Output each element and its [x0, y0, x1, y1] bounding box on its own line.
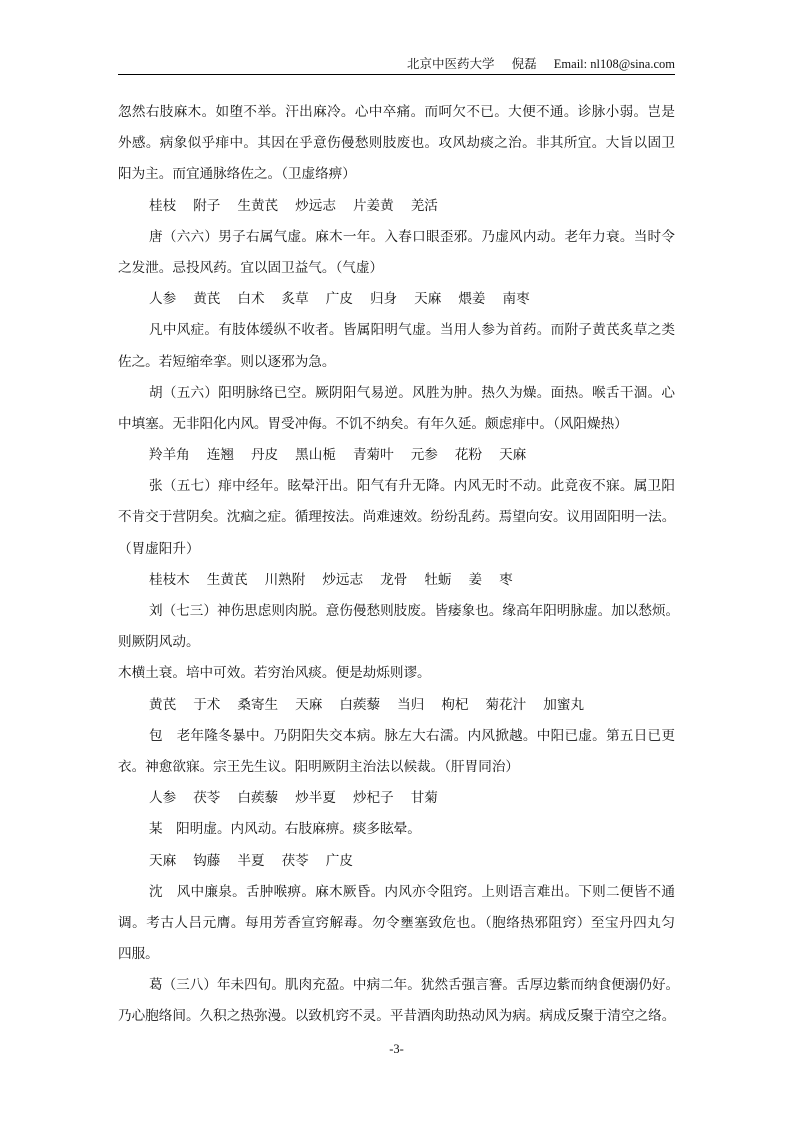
herb-item: 煨姜	[458, 291, 486, 308]
herb-item: 羚羊角	[149, 447, 190, 464]
herb-item: 牡蛎	[424, 571, 452, 588]
text-line: 胡（五六）阳明脉络已空。厥阴阳气易逆。风胜为肿。热久为燥。面热。喉舌干涸。心	[149, 384, 675, 401]
text-line: 木横土衰。培中可效。若穷治风痰。便是劫烁则谬。	[118, 665, 431, 682]
text-line: 则厥阴风动。	[118, 634, 200, 651]
herb-item: 炒远志	[295, 197, 336, 214]
herb-item: 茯苓	[193, 790, 221, 807]
herb-item: 于术	[193, 696, 221, 713]
prescription-line	[118, 284, 675, 315]
herb-item: 附子	[193, 197, 221, 214]
prescription-line	[118, 846, 675, 877]
herb-item: 姜	[468, 571, 483, 588]
herb-item: 钩藤	[193, 852, 221, 869]
text-line: 某 阳明虚。内风动。右肢麻痹。痰多眩晕。	[149, 821, 421, 838]
text-line: 乃心胞络间。久积之热弥漫。以致机窍不灵。平昔酒肉助热动风为病。病成反聚于清空之络。	[118, 1008, 676, 1025]
text-line: 唐（六六）男子右属气虚。麻木一年。入春口眼歪邪。乃虚风内动。老年力衰。当时令	[149, 228, 675, 245]
text-line: 调。考古人吕元膺。每用芳香宣窍解毒。勿令壅塞致危也。（胞络热邪阻窍）至宝丹四丸匀	[118, 914, 675, 931]
prescription-line	[118, 690, 675, 721]
herb-item: 黄芪	[149, 696, 177, 713]
herb-item: 青菊叶	[352, 447, 394, 464]
text-line: 四服。	[118, 946, 159, 963]
herb-item: 天麻	[149, 852, 177, 869]
herb-item: 连翘	[206, 447, 234, 464]
herb-item: 炒杞子	[352, 790, 394, 807]
header-email: Email: nl108@sina.com	[553, 57, 675, 71]
text-line: 不肯交于营阴矣。沈痼之症。循理按法。尚难速效。纷纷乱药。焉望向安。议用固阳明一法。	[118, 509, 676, 526]
herb-item: 菊花汁	[485, 696, 527, 713]
document-body	[118, 97, 680, 1033]
herb-item: 半夏	[237, 852, 265, 869]
herb-item: 加蜜丸	[543, 696, 585, 713]
text-line: 外感。病象似乎痱中。其因在乎意伤僈愁则肢废也。攻风劫痰之治。非其所宜。大旨以固卫	[118, 135, 675, 152]
text-line: 中填塞。无非阳化内风。胃受冲侮。不饥不纳矣。有年久延。颇虑痱中。（风阳燥热）	[118, 415, 628, 432]
herb-item: 桂枝	[149, 197, 177, 214]
herb-item: 人参	[149, 291, 177, 308]
text-line: 之发泄。忌投风药。宜以固卫益气。（气虚）	[118, 259, 384, 276]
text-line: 葛（三八）年未四旬。肌肉充盈。中病二年。犹然舌强言謇。舌厚边紫而纳食便溺仍好。	[149, 977, 680, 994]
herb-item: 元参	[410, 447, 438, 464]
herb-item: 生黄芪	[206, 571, 248, 588]
prescription-line	[118, 191, 675, 222]
herb-item: 甘菊	[410, 790, 438, 807]
text-line: 刘（七三）神伤思虑则肉脱。意伤僈愁则肢废。皆痿象也。缘高年阳明脉虚。加以愁烦。	[149, 603, 680, 619]
text-line: 佐之。若短缩牵挛。则以逐邪为急。	[118, 353, 336, 370]
herb-item: 白蒺藜	[339, 696, 381, 713]
text-line: 包 老年隆冬暴中。乃阴阳失交本病。脉左大右濡。内风掀越。中阳已虚。第五日已更	[149, 727, 675, 744]
herb-item: 天麻	[414, 291, 442, 308]
header-institution: 北京中医药大学	[407, 57, 495, 71]
herb-item: 黑山栀	[295, 447, 336, 464]
herb-item: 川熟附	[264, 571, 306, 588]
herb-item: 白术	[237, 291, 265, 308]
herb-item: 天麻	[499, 447, 527, 464]
text-line: 张（五七）痱中经年。眩晕汗出。阳气有升无降。内风无时不动。此竟夜不寐。属卫阳	[149, 478, 675, 495]
herb-item: 桑寄生	[237, 696, 279, 713]
text-line: 沈 风中廉泉。舌肿喉痹。麻木厥昏。内风亦令阻窍。上则语言难出。下则二便皆不通	[149, 883, 675, 900]
page-header	[118, 56, 675, 75]
herb-item: 当归	[397, 696, 425, 713]
text-line: 阳为主。而宜通脉络佐之。（卫虚络痹）	[118, 166, 356, 183]
herb-item: 龙骨	[380, 571, 408, 588]
herb-item: 生黄芪	[237, 197, 279, 214]
herb-item: 炒半夏	[295, 790, 336, 807]
herb-item: 丹皮	[250, 447, 279, 464]
herb-item: 桂枝木	[149, 571, 190, 588]
herb-item: 炒远志	[322, 571, 364, 588]
herb-item: 黄芪	[193, 291, 221, 308]
prescription-line	[118, 440, 675, 471]
herb-item: 茯苓	[281, 852, 309, 869]
text-line: 凡中风症。有肢体缓纵不收者。皆属阳明气虚。当用人参为首药。而附子黄芪炙草之类	[149, 322, 675, 339]
herb-item: 白蒺藜	[237, 790, 279, 807]
herb-item: 枸杞	[441, 696, 469, 713]
herb-item: 天麻	[295, 696, 323, 713]
prescription-line	[118, 783, 675, 814]
text-line: 衣。神愈欲寐。宗王先生议。阳明厥阴主治法以候裁。（肝胃同治）	[118, 758, 520, 775]
herb-item: 广皮	[325, 852, 353, 869]
text-line: 忽然右肢麻木。如堕不举。汗出麻冷。心中卒痛。而呵欠不已。大便不通。诊脉小弱。岂是	[118, 104, 675, 120]
header-author: 倪磊	[511, 57, 537, 71]
herb-item: 羌活	[410, 197, 438, 214]
herb-item: 广皮	[325, 291, 353, 308]
herb-item: 南枣	[502, 291, 530, 308]
herb-item: 枣	[499, 571, 513, 588]
herb-item: 片姜黄	[352, 197, 394, 214]
page-number: -3-	[389, 1042, 404, 1056]
prescription-line	[118, 565, 675, 596]
herb-item: 人参	[149, 790, 177, 807]
herb-item: 炙草	[281, 291, 309, 308]
text-line: （胃虚阳升）	[118, 540, 200, 557]
herb-item: 归身	[369, 291, 398, 308]
herb-item: 花粉	[454, 447, 483, 464]
